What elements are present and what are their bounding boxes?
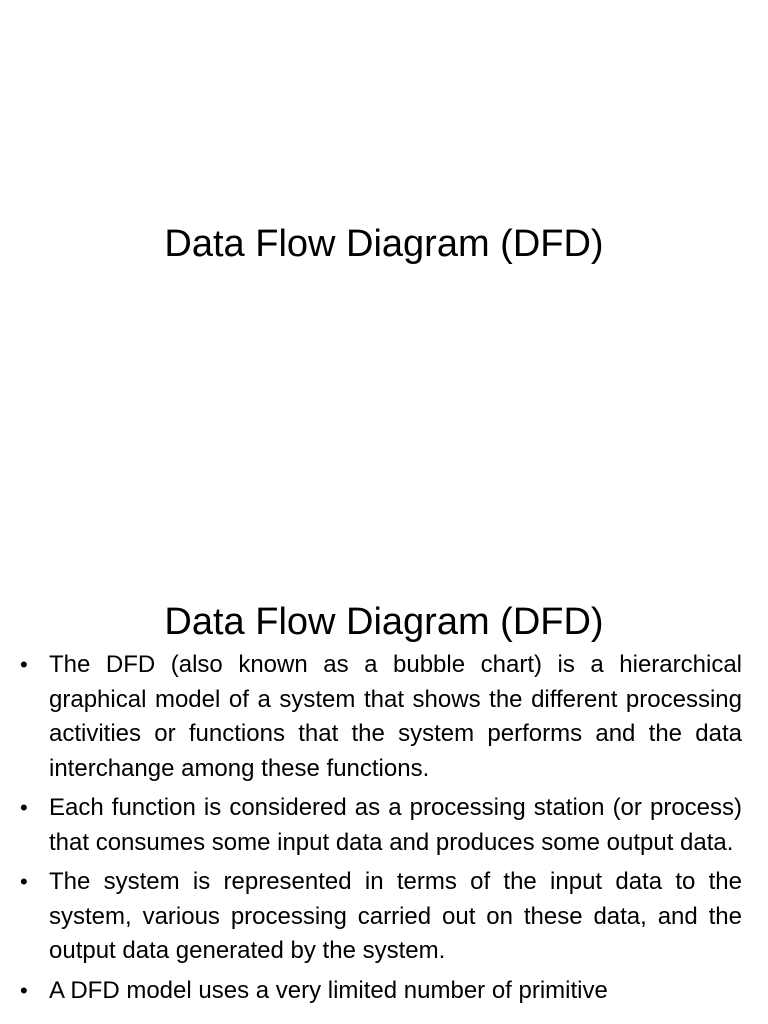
bullet-list [20, 648, 742, 1013]
bullet-icon: • [20, 977, 28, 1003]
bullet-icon: • [20, 869, 28, 894]
bullet-text: A DFD model uses a very limited number of primitive [49, 976, 608, 1004]
bullet-text: The DFD (also known as a bubble chart) is a hierarchical graphical model of a system that shows the different processing activities or functions that the system performs and the data interchange among these functions. [49, 651, 742, 782]
slide-heading: Data Flow Diagram (DFD) [164, 601, 604, 643]
bullet-item [20, 791, 742, 860]
bullet-text: Each function is considered as a processing station (or process) that consumes some input data and produces some output data. [49, 794, 742, 856]
slide-title: Data Flow Diagram (DFD) [164, 223, 604, 265]
bullet-text: The system is represented in terms of the input data to the system, various processing carried out on these data, and the output data generated by the system. [49, 868, 742, 964]
bullet-icon: • [20, 652, 28, 677]
bullet-item [20, 865, 742, 969]
bullet-icon: • [20, 795, 28, 820]
bullet-item [20, 648, 742, 786]
content-slide [0, 576, 768, 1024]
bullet-item [20, 974, 742, 1009]
